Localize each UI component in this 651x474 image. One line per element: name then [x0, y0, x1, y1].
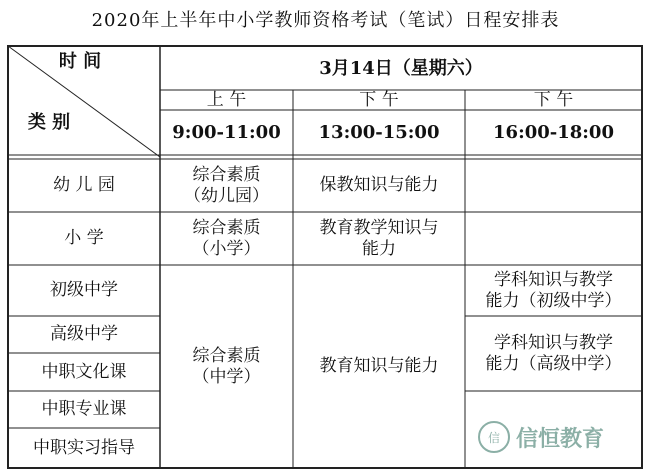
middle-school-session-1: 综合素质 （中学） [192, 345, 261, 387]
category-vocational-major: 中职专业课 [41, 399, 127, 419]
category-primary: 小 学 [64, 228, 104, 248]
session-3-time: 16:00-18:00 [493, 122, 614, 143]
primary-session-2: 教育教学知识与 能力 [319, 217, 439, 259]
junior-middle-session-3: 学科知识与教学 能力（初级中学） [485, 269, 622, 311]
session-2-period: 下 午 [359, 89, 399, 110]
watermark-logo-icon: 信 [478, 421, 510, 453]
page-title: 2020年上半年中小学教师资格考试（笔试）日程安排表 [91, 10, 560, 31]
watermark-text: 信恒教育 [516, 426, 605, 452]
category-kindergarten: 幼 儿 园 [53, 175, 115, 195]
session-3-period: 下 午 [533, 89, 574, 110]
kindergarten-session-1: 综合素质 （幼儿园） [184, 164, 269, 206]
category-senior-middle: 高级中学 [50, 324, 118, 344]
corner-category-label: 类 别 [27, 111, 71, 133]
exam-date: 3月14日（星期六） [319, 57, 483, 79]
corner-time-label: 时 间 [58, 50, 102, 72]
primary-session-1: 综合素质 （小学） [192, 217, 261, 259]
category-vocational-culture: 中职文化课 [41, 361, 127, 382]
watermark [478, 420, 638, 454]
category-junior-middle: 初级中学 [50, 280, 118, 300]
middle-school-session-2: 教育知识与能力 [319, 356, 439, 376]
session-2-time: 13:00-15:00 [318, 122, 440, 143]
session-1-time: 9:00-11:00 [172, 122, 281, 143]
session-1-period: 上 午 [206, 89, 247, 110]
kindergarten-session-2: 保教知识与能力 [319, 175, 439, 195]
senior-middle-session-3: 学科知识与教学 能力（高级中学） [485, 332, 622, 374]
category-vocational-practice: 中职实习指导 [33, 437, 135, 458]
